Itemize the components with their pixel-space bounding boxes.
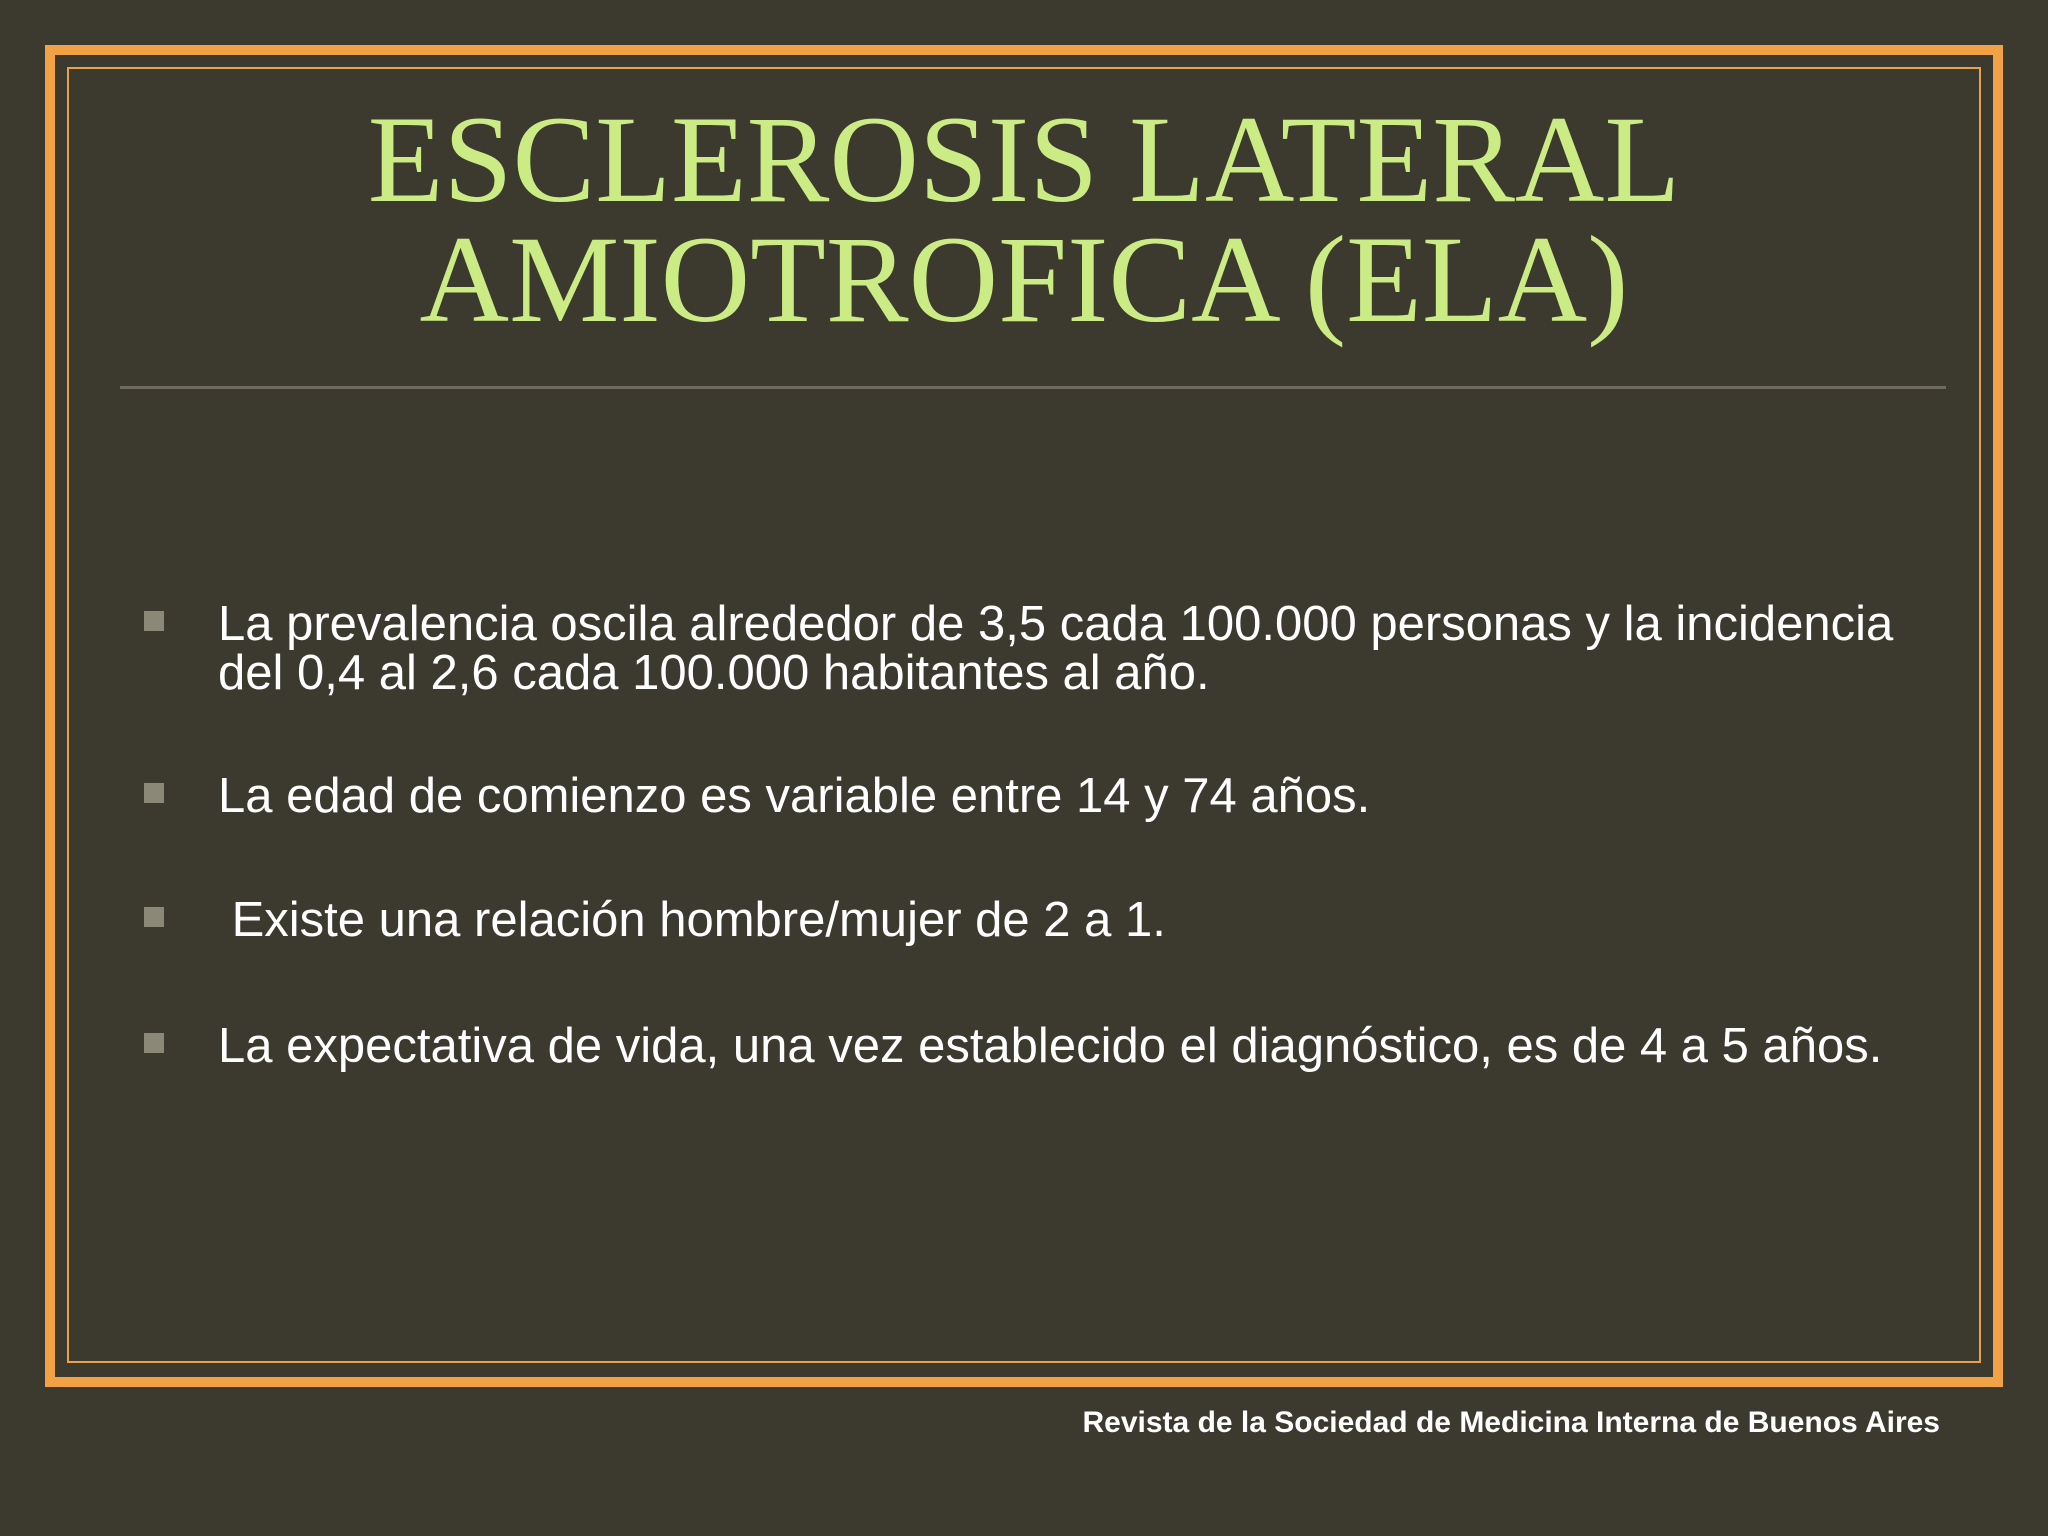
bullet-item-life-expectancy (140, 1019, 1883, 1073)
bullet-text: Existe una relación hombre/mujer de 2 a 1. (218, 893, 1166, 947)
bullet-item-sex-ratio (140, 893, 1166, 947)
bullet-text: La prevalencia oscila alrededor de 3,5 cada 100.000 personas y la incidencia del 0,4 al 2,6 cada 100.000 habitantes al año. (218, 597, 1894, 700)
bullet-item-age-onset (140, 769, 1371, 823)
bullet-text: La edad de comienzo es variable entre 14 y 74 años. (218, 769, 1371, 823)
slide-title (120, 91, 1928, 348)
title-divider (120, 386, 1946, 389)
square-bullet-icon (144, 783, 164, 803)
square-bullet-icon (144, 611, 164, 631)
bullet-item-prevalence (140, 597, 1900, 700)
slide-title-line-1: ESCLEROSIS LATERAL (367, 91, 1681, 228)
square-bullet-icon (144, 1033, 164, 1053)
square-bullet-icon (144, 907, 164, 927)
footer-source: Revista de la Sociedad de Medicina Interna de Buenos Aires (1082, 1406, 1940, 1439)
bullet-text: La expectativa de vida, una vez establecido el diagnóstico, es de 4 a 5 años. (218, 1019, 1883, 1073)
slide-title-line-2: AMIOTROFICA (ELA) (419, 211, 1629, 348)
